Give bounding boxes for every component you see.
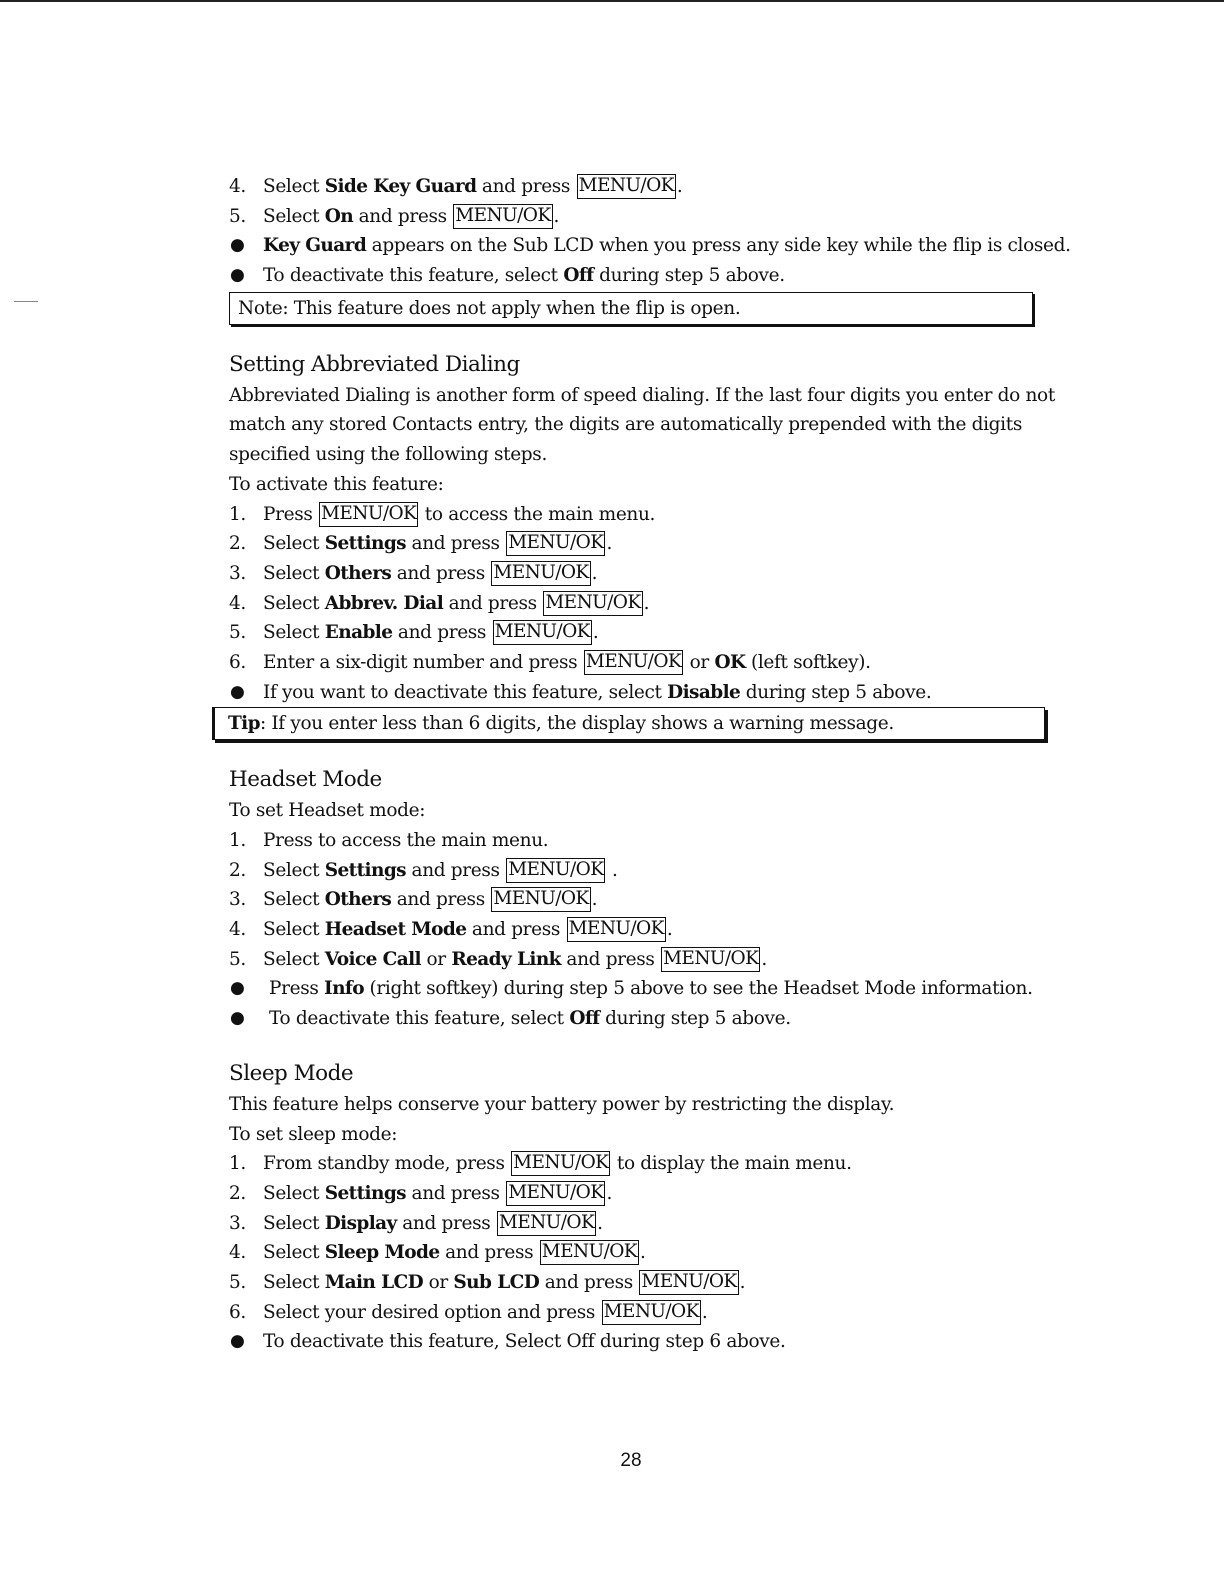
list-item: 2. Select Settings and press MENU/OK . bbox=[229, 856, 1059, 886]
list-item: 5. Select On and press MENU/OK . bbox=[229, 202, 1059, 232]
list-item: 5. Select Main LCD or Sub LCD and press MENU/OK . bbox=[229, 1268, 1059, 1298]
section-heading: Headset Mode bbox=[229, 767, 382, 793]
menu-ok-key: MENU/OK bbox=[453, 204, 552, 229]
step-number: 4. bbox=[229, 1242, 246, 1264]
note-box: Note: This feature does not apply when the flip is open. bbox=[229, 292, 1033, 325]
list-item: 3. Select Others and press MENU/OK . bbox=[229, 885, 1059, 915]
page-number: 28 bbox=[620, 1450, 642, 1471]
menu-ok-key: MENU/OK bbox=[493, 620, 592, 645]
step-number: 6. bbox=[229, 1301, 246, 1323]
step-number: 2. bbox=[229, 859, 246, 881]
bullet-icon: ● bbox=[230, 265, 245, 286]
step-number: 2. bbox=[229, 1182, 246, 1204]
step-number: 6. bbox=[229, 651, 246, 673]
step-number: 4. bbox=[229, 176, 246, 197]
step-number: 5. bbox=[229, 205, 246, 227]
section-heading: Sleep Mode bbox=[229, 1060, 354, 1086]
tip-box: Tip: If you enter less than 6 digits, the display shows a warning message. bbox=[212, 707, 1045, 740]
menu-ok-key: MENU/OK bbox=[577, 174, 676, 199]
menu-ok-key: MENU/OK bbox=[319, 502, 418, 527]
paragraph-line: specified using the following steps. bbox=[229, 444, 547, 466]
list-item: 6. Enter a six-digit number and press MENU/OK or OK (left softkey). bbox=[229, 648, 1059, 678]
menu-ok-key: MENU/OK bbox=[639, 1270, 738, 1295]
menu-ok-key: MENU/OK bbox=[506, 1181, 605, 1206]
list-item: 3. Select Others and press MENU/OK . bbox=[229, 559, 1059, 589]
bullet-icon: ● bbox=[230, 978, 245, 999]
list-item: 1. Press to access the main menu. bbox=[229, 826, 1059, 856]
menu-ok-key: MENU/OK bbox=[584, 650, 683, 675]
menu-ok-key: MENU/OK bbox=[543, 591, 642, 616]
menu-ok-key: MENU/OK bbox=[567, 917, 666, 942]
bullet-icon: ● bbox=[230, 1008, 245, 1029]
step-number: 3. bbox=[229, 1212, 246, 1234]
step-number: 3. bbox=[229, 562, 246, 584]
bullet-icon: ● bbox=[230, 681, 245, 702]
margin-mark bbox=[14, 301, 38, 302]
list-item: 1. Press MENU/OK to access the main menu. bbox=[229, 500, 1059, 530]
menu-ok-key: MENU/OK bbox=[540, 1240, 639, 1265]
list-item: 4. Select Side Key Guard and press MENU/OK . bbox=[229, 172, 1059, 202]
step-number: 1. bbox=[229, 1153, 246, 1175]
step-number: 5. bbox=[229, 1271, 246, 1293]
menu-ok-key: MENU/OK bbox=[497, 1211, 596, 1236]
top-rule bbox=[0, 0, 1224, 2]
list-item: 2. Select Settings and press MENU/OK . bbox=[229, 1179, 1059, 1209]
list-item: 4. Select Headset Mode and press MENU/OK . bbox=[229, 915, 1059, 945]
menu-ok-key: MENU/OK bbox=[661, 947, 760, 972]
intro-line: To activate this feature: bbox=[229, 473, 444, 495]
intro-line: To set Headset mode: bbox=[229, 800, 426, 822]
bullet-item: ● To deactivate this feature, select Off during step 5 above. bbox=[229, 261, 1059, 291]
list-item: 4. Select Abbrev. Dial and press MENU/OK . bbox=[229, 589, 1059, 619]
step-number: 5. bbox=[229, 622, 246, 644]
list-item: 5. Select Voice Call or Ready Link and press MENU/OK . bbox=[229, 945, 1059, 975]
bullet-item: ● Key Guard appears on the Sub LCD when you press any side key while the flip is closed. bbox=[229, 231, 1059, 261]
bullet-icon: ● bbox=[230, 235, 245, 256]
bullet-item: ● To deactivate this feature, select Off during step 5 above. bbox=[229, 1004, 1059, 1034]
step-number: 5. bbox=[229, 948, 246, 970]
page-content bbox=[228, 172, 1071, 1357]
paragraph-line: match any stored Contacts entry, the digits are automatically prepended with the digits bbox=[229, 414, 1022, 436]
bullet-item: ● Press Info (right softkey) during step 5 above to see the Headset Mode information. bbox=[229, 974, 1059, 1004]
menu-ok-key: MENU/OK bbox=[491, 561, 590, 586]
list-item: 5. Select Enable and press MENU/OK . bbox=[229, 618, 1059, 648]
menu-ok-key: MENU/OK bbox=[506, 531, 605, 556]
section-heading: Setting Abbreviated Dialing bbox=[229, 351, 520, 377]
step-number: 4. bbox=[229, 919, 246, 941]
step-number: 4. bbox=[229, 592, 246, 614]
list-item: 6. Select your desired option and press MENU/OK . bbox=[229, 1298, 1059, 1328]
menu-ok-key: MENU/OK bbox=[511, 1151, 610, 1176]
bullet-item: ● To deactivate this feature, Select Off during step 6 above. bbox=[229, 1327, 1059, 1357]
list-item: 1. From standby mode, press MENU/OK to display the main menu. bbox=[229, 1149, 1059, 1179]
intro-line: To set sleep mode: bbox=[229, 1123, 398, 1145]
menu-ok-key: MENU/OK bbox=[506, 858, 605, 883]
bullet-icon: ● bbox=[230, 1331, 245, 1352]
paragraph-line: Abbreviated Dialing is another form of speed dialing. If the last four digits you enter do not bbox=[229, 384, 1055, 406]
menu-ok-key: MENU/OK bbox=[602, 1300, 701, 1325]
step-number: 1. bbox=[229, 830, 246, 851]
list-item: 4. Select Sleep Mode and press MENU/OK . bbox=[229, 1238, 1059, 1268]
step-number: 1. bbox=[229, 503, 246, 525]
menu-ok-key: MENU/OK bbox=[491, 887, 590, 912]
step-number: 2. bbox=[229, 533, 246, 555]
paragraph-line: This feature helps conserve your battery power by restricting the display. bbox=[229, 1093, 895, 1115]
bullet-item: ● If you want to deactivate this feature, select Disable during step 5 above. bbox=[229, 678, 1059, 708]
list-item: 3. Select Display and press MENU/OK . bbox=[229, 1209, 1059, 1239]
step-number: 3. bbox=[229, 889, 246, 911]
list-item: 2. Select Settings and press MENU/OK . bbox=[229, 529, 1059, 559]
